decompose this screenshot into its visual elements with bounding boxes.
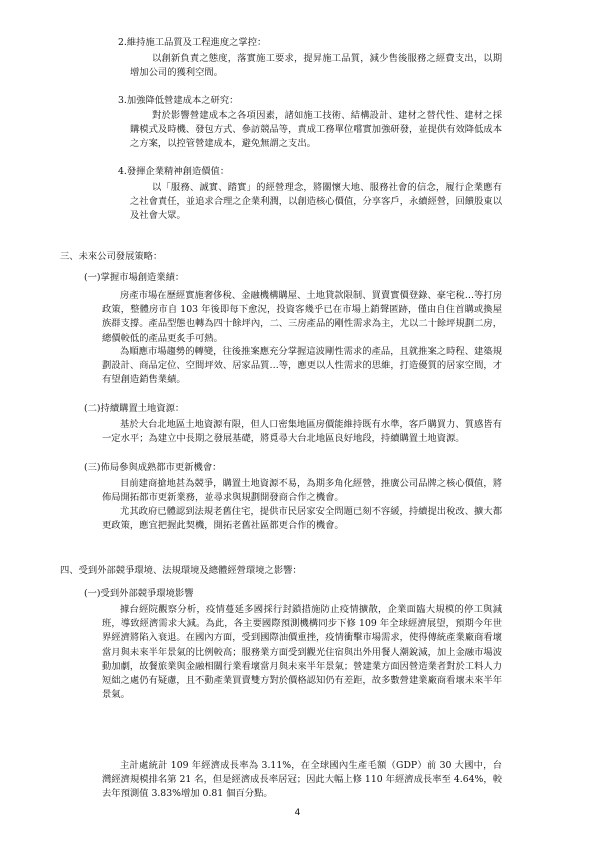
paragraph: 為順應市場趨勢的轉變，往後推案應充分掌握這波剛性需求的產品，且就推案之時程、建築規劃設計、商品定位、空間坪效、居家品質…等，應更以人性需求的思維，打造優質的居家空間，才有望創造銷售業績。 (102, 346, 502, 386)
paragraph: 據台經院觀察分析，疫情蔓延多國採行封鎖措施防止疫情擴散，企業面臨大規模的停工與減班，導致經濟需求大減。為此，各主要國際預測機構同步下修 109 年全球經濟展望，預期今年世界經濟將陷入衰退。在國內方面，受到國際油價重挫，疫情衝擊市場需求，使得傳統產業廠商看壞當月與未來半年景氣的比例較高；服務業方面受到觀光住宿與出外用餐人潮銳減，加上金融市場波動加劇，故餐旅業與金融相關行業看壞當月與未來半年景氣；營建業方面因營造業者對於工料人力短絀之處仍有疑慮，且不動產業買賣雙方對於價格認知仍有差距，故多數營建業廠商看壞未來半年景氣。 (102, 604, 502, 701)
paragraph: 房產市場在歷經實施奢侈稅、金融機構購屋、土地貸款限制、買賣實價登錄、豪宅稅…等打房政策，整體房市自 103 年後即每下愈況，投資客幾乎已在市場上銷聲匿跡，僅由自住首購或換屋族群支撐。產品型態也轉為四十餘坪內，二、三房產品的剛性需求為主，尤以二十餘坪規劃二房，總價較低的產品更炙手可熱。 (102, 290, 502, 344)
subsection-heading: (二)持續購置土地資源： (84, 403, 185, 414)
item-body: 以「服務、誠實、踏實」的經營理念，將關懷大地、服務社會的信念，履行企業應有之社會責任，並追求合理之企業利潤，以創造核心價值，分享客戶，永續經營，回饋股東以及社會大眾。 (130, 182, 502, 222)
subsection-heading: (一)受到外部競爭環境影響 (84, 588, 194, 599)
item-body: 對於影響營建成本之各項因素，諸如施工技術、結構設計、建材之替代性、建材之採購模式及時機、發包方式、參訪競品等，責成工務單位嚐實加強研發，並提供有效降低成本之方案，以控管營建成本，避免無謂之支出。 (130, 110, 502, 150)
page-number: 4 (294, 808, 301, 818)
item-heading: 2.維持施工品質及工程進度之掌控： (118, 37, 267, 48)
paragraph: 尤其政府已體認到法規老舊住宅，提供市民居家安全問題已刻不容緩，持續提出稅改、擴大都更政策，應宜把握此契機，開拓老舊社區都更合作的機會。 (102, 506, 502, 532)
item-heading: 4.發揮企業精神創造價值： (118, 166, 230, 177)
section-title: 三、未來公司發展策略： (60, 251, 163, 262)
paragraph: 主計處統計 109 年經濟成長率為 3.11%，在全球國內生產毛額（GDP）前 30 大國中，台灣經濟規模排名第 21 名，但是經濟成長率居冠；因此大幅上修 110 年經濟成長率至 4.64%，較去年預測值 3.83%增加 0.81 個百分點。 (102, 760, 502, 800)
paragraph: 基於大台北地區土地資源有限，但人口密集地區房價能維持既有水準，客戶購買力、質感皆有一定水平；為建立中長期之發展基礎，將覓尋大台北地區良好地段，持續購置土地資源。 (102, 419, 502, 445)
subsection-heading: (三)佈局參與成熟都市更新機會： (84, 462, 222, 473)
section-title: 四、受到外部競爭環境、法規環境及總體經營環境之影響： (60, 565, 302, 576)
item-heading: 3.加強降低營建成本之研究： (118, 95, 239, 106)
paragraph: 目前建商搶地甚為競爭，購置土地資源不易，為期多角化經營，推廣公司品牌之核心價值，將佈局開拓都市更新業務，並尋求與規劃開發商合作之機會。 (102, 478, 502, 504)
subsection-heading: (一)掌握市場創造業績： (84, 272, 185, 283)
item-body: 以創新負責之態度，落實施工要求，提昇施工品質，減少售後服務之經費支出，以期增加公司的獲利空間。 (130, 53, 502, 79)
